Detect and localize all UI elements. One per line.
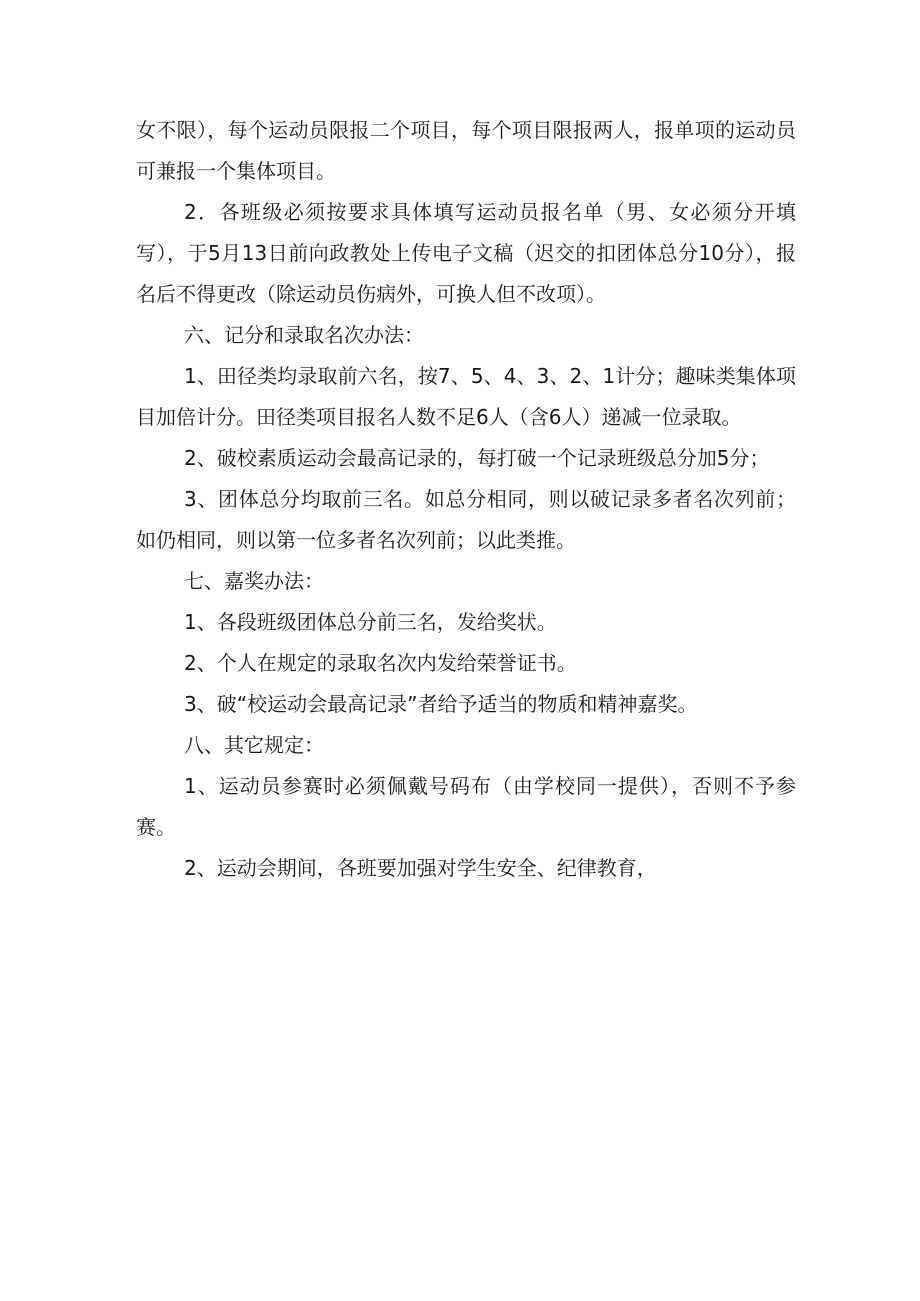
section-heading-scoring: 六、记分和录取名次办法：: [184, 323, 424, 347]
section-heading-awards: 七、嘉奖办法：: [184, 569, 324, 593]
paragraph-award-rule-3: 3、破“校运动会最高记录”者给予适当的物质和精神嘉奖。: [184, 692, 698, 716]
paragraph-other-rule-2: 2、运动会期间，各班要加强对学生安全、纪律教育，: [184, 856, 657, 880]
paragraph-award-rule-1: 1、各段班级团体总分前三名，发给奖状。: [184, 610, 557, 634]
paragraph-scoring-rule-2: 2、破校素质运动会最高记录的，每打破一个记录班级总分加5分；: [184, 446, 770, 470]
document-body: [136, 110, 796, 889]
paragraph-other-rule-1: 1、运动员参赛时必须佩戴号码布（由学校同一提供），否则不予参赛。: [136, 774, 796, 839]
section-heading-other-rules: 八、其它规定：: [184, 733, 324, 757]
paragraph-scoring-rule-1: 1、田径类均录取前六名，按7、5、4、3、2、1计分；趣味类集体项目加倍计分。田径类项目报名人数不足6人（含6人）递减一位录取。: [136, 364, 796, 429]
paragraph-registration-form: 2．各班级必须按要求具体填写运动员报名单（男、女必须分开填写），于5月13日前向政教处上传电子文稿（迟交的扣团体总分10分），报名后不得更改（除运动员伤病外，可换人但不改项）。: [136, 200, 796, 306]
paragraph-entry-rules-continued: 女不限），每个运动员限报二个项目，每个项目限报两人，报单项的运动员可兼报一个集体项目。: [136, 118, 796, 183]
paragraph-scoring-rule-3: 3、团体总分均取前三名。如总分相同，则以破记录多者名次列前；如仍相同，则以第一位多者名次列前；以此类推。: [136, 487, 796, 552]
paragraph-award-rule-2: 2、个人在规定的录取名次内发给荣誉证书。: [184, 651, 577, 675]
